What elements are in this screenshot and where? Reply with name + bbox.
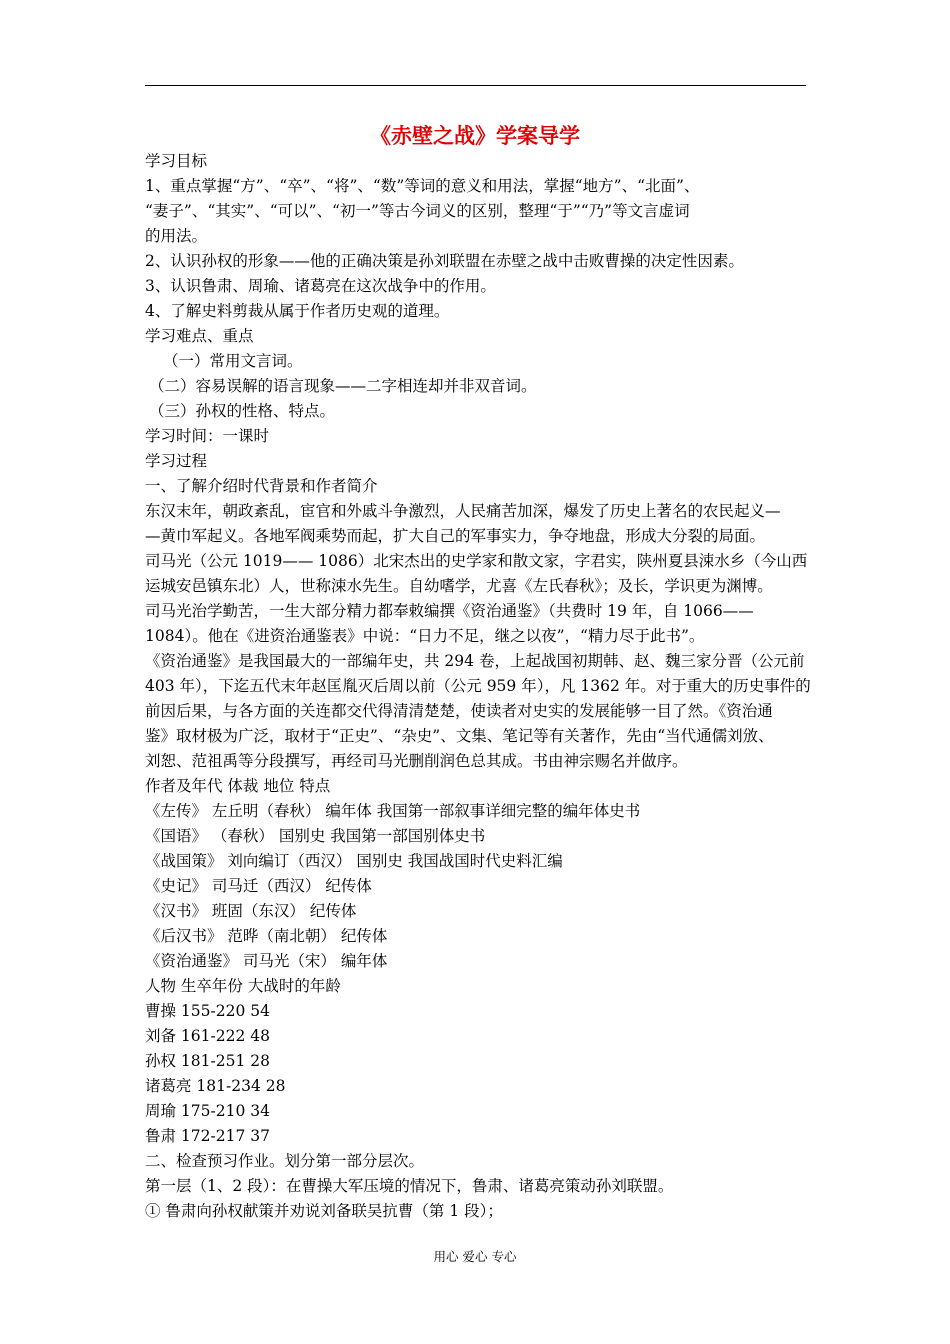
page-title: 《赤壁之战》学案导学 — [370, 123, 580, 148]
text-line: 的用法。 — [145, 227, 208, 245]
text-line: 作者及年代 体裁 地位 特点 — [145, 777, 331, 795]
text-line: 刘恕、范祖禹等分段撰写，再经司马光删削润色总其成。书由神宗赐名并做序。 — [145, 752, 688, 770]
text-line: 《汉书》 班固（东汉） 纪传体 — [145, 902, 357, 920]
document-body — [145, 149, 820, 1224]
text-line: 1084）。他在《进资治通鉴表》中说：“日力不足，继之以夜”，“精力尽于此书”。 — [145, 627, 705, 645]
text-line: 学习目标 — [145, 152, 208, 170]
text-line: 刘备 161-222 48 — [145, 1027, 270, 1045]
text-line: 《国语》 （春秋） 国别史 我国第一部国别体史书 — [145, 827, 486, 845]
text-line: 《左传》 左丘明（春秋） 编年体 我国第一部叙事详细完整的编年体史书 — [145, 802, 641, 820]
text-line: 鉴》取材极为广泛，取材于“正史”、“杂史”、文集、笔记等有关著作，先由“当代通儒刘攽、 — [145, 727, 774, 745]
text-line: （二）容易误解的语言现象——二字相连却并非双音词。 — [149, 377, 537, 395]
text-line: 鲁肃 172-217 37 — [145, 1127, 270, 1145]
text-line: 《资治通鉴》是我国最大的一部编年史，共 294 卷，上起战国初期韩、赵、魏三家分晋（公元前 — [145, 652, 805, 670]
text-line: 曹操 155-220 54 — [145, 1002, 270, 1020]
text-line: 东汉末年，朝政紊乱，宦官和外戚斗争激烈，人民痛苦加深，爆发了历史上著名的农民起义— — [145, 502, 781, 520]
text-line: 《战国策》 刘向编订（西汉） 国别史 我国战国时代史料汇编 — [145, 852, 563, 870]
text-line: 3、认识鲁肃、周瑜、诸葛亮在这次战争中的作用。 — [145, 277, 496, 295]
text-line: 司马光（公元 1019—— 1086）北宋杰出的史学家和散文家，字君实，陕州夏县涑水乡（今山西 — [145, 552, 808, 570]
text-line: （三）孙权的性格、特点。 — [149, 402, 336, 420]
text-line: 第一层（1、2 段）：在曹操大军压境的情况下，鲁肃、诸葛亮策动孙刘联盟。 — [145, 1177, 674, 1195]
header-rule — [145, 85, 806, 86]
text-line: 孙权 181-251 28 — [145, 1052, 270, 1070]
text-line: 《史记》 司马迁（西汉） 纪传体 — [145, 877, 372, 895]
text-line: 司马光治学勤苦，一生大部分精力都奉敕编撰《资治通鉴》（共费时 19 年，自 1066—— — [145, 602, 754, 620]
text-line: 《资治通鉴》 司马光（宋） 编年体 — [145, 952, 388, 970]
text-line: 学习难点、重点 — [145, 327, 254, 345]
text-line: 一、了解介绍时代背景和作者简介 — [145, 477, 378, 495]
text-line: 403 年），下迄五代末年赵匡胤灭后周以前（公元 959 年），凡 1362 年。对于重大的历史事件的 — [145, 677, 811, 695]
text-line: 学习过程 — [145, 452, 208, 470]
text-line: —黄巾军起义。各地军阀乘势而起，扩大自己的军事实力，争夺地盘，形成大分裂的局面。 — [145, 527, 766, 545]
text-line: 二、检查预习作业。划分第一部分层次。 — [145, 1152, 425, 1170]
text-line: 学习时间：一课时 — [145, 427, 270, 445]
text-line: （一）常用文言词。 — [163, 352, 303, 370]
text-line: 人物 生卒年份 大战时的年龄 — [145, 977, 341, 995]
text-line: 1、重点掌握“方”、“卒”、“将”、“数”等词的意义和用法，掌握“地方”、“北面”、 — [145, 177, 700, 195]
text-line: 《后汉书》 范晔（南北朝） 纪传体 — [145, 927, 388, 945]
text-line: 诸葛亮 181-234 28 — [145, 1077, 286, 1095]
text-line: ① 鲁肃向孙权献策并劝说刘备联吴抗曹（第 1 段）； — [145, 1202, 503, 1220]
text-line: 前因后果，与各方面的关连都交代得清清楚楚，使读者对史实的发展能够一目了然。《资治通 — [145, 702, 773, 720]
text-line: 2、认识孙权的形象——他的正确决策是孙刘联盟在赤壁之战中击败曹操的决定性因素。 — [145, 252, 744, 270]
text-line: 运城安邑镇东北）人，世称涑水先生。自幼嗜学，尤喜《左氏春秋》；及长，学识更为渊博。 — [145, 577, 773, 595]
text-line: “妻子”、“其实”、“可以”、“初一”等古今词义的区别，整理“于”“乃”等文言虚词 — [145, 202, 690, 220]
text-line: 4、了解史料剪裁从属于作者历史观的道理。 — [145, 302, 450, 320]
text-line: 周瑜 175-210 34 — [145, 1102, 270, 1120]
page-footer: 用心 爱心 专心 — [433, 1249, 517, 1264]
